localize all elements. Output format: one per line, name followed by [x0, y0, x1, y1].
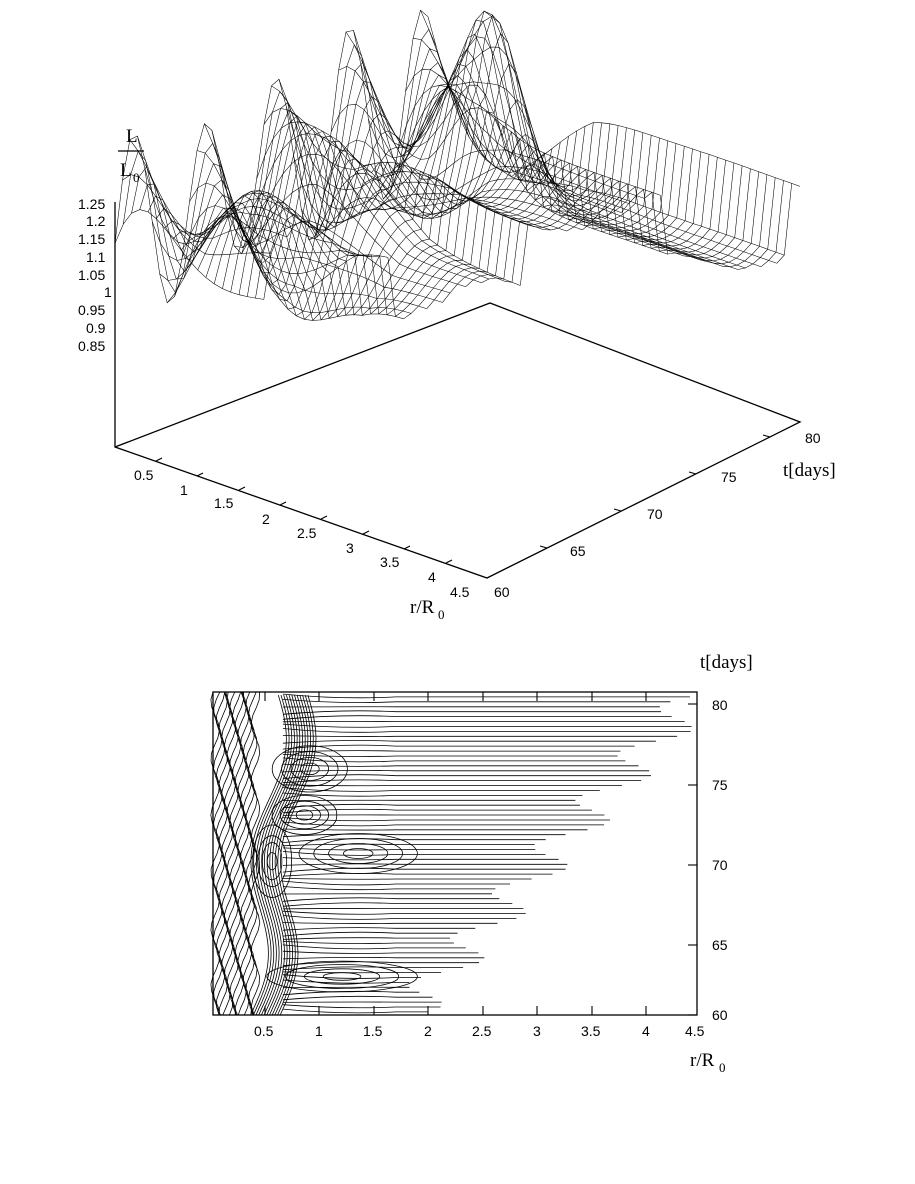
surface-x-tick-mark	[363, 531, 369, 534]
surface-y-tick: 70	[647, 506, 663, 522]
surface-z-tick: 1.1	[86, 249, 106, 265]
surface-x-tick: 1.5	[214, 495, 234, 511]
contour-x-tick: 2	[424, 1023, 432, 1039]
surface-z-tick: 1.25	[78, 196, 106, 212]
contour-line	[283, 754, 618, 756]
contour-line	[329, 844, 388, 864]
contour-line	[283, 864, 567, 866]
contour-line	[283, 957, 484, 959]
contour-line	[283, 941, 454, 943]
contour-y-tick: 60	[712, 1007, 728, 1023]
surface-x-tick-mark	[404, 546, 410, 549]
contour-line	[283, 951, 479, 953]
surface-y-tick-mark	[763, 435, 770, 437]
surface-z-tick: 0.85	[78, 338, 106, 354]
contour-line	[214, 692, 223, 1015]
surface-y-tick-labels	[494, 430, 821, 600]
contour-line	[283, 829, 588, 830]
contour-line	[283, 911, 526, 914]
contour-line	[283, 775, 651, 779]
surface-z-tick: 0.95	[78, 302, 106, 318]
contour-y-tick: 75	[712, 777, 728, 793]
contour-line	[283, 928, 475, 931]
contour-line	[283, 694, 690, 698]
surface-z-tick: 1.2	[86, 213, 106, 229]
surface-x-tick-mark	[197, 473, 203, 476]
surface-x-axis-title	[410, 597, 445, 622]
surface-z-ticks	[78, 196, 112, 354]
contour-line	[283, 848, 535, 850]
contour-x-tick-labels	[254, 1023, 705, 1039]
contour-line	[283, 903, 512, 907]
surface-x-tick: 2.5	[297, 525, 317, 541]
surface-x-tick: 2	[262, 511, 270, 527]
contour-line	[283, 1009, 428, 1013]
surface-mesh-line	[398, 85, 745, 268]
surface-x-tick-labels	[134, 467, 470, 600]
contour-x-tick: 4.5	[685, 1023, 705, 1039]
contour-line	[283, 736, 677, 737]
contour-line	[283, 716, 672, 720]
contour-x-tick: 1	[315, 1023, 323, 1039]
surface-y-tick: 75	[721, 469, 737, 485]
surface-mesh-line	[621, 160, 725, 252]
contour-line	[283, 881, 510, 885]
contour-line	[283, 729, 691, 733]
contour-y-tick-labels	[712, 697, 728, 1023]
contour-line	[323, 973, 361, 981]
surface-mesh-line	[286, 107, 551, 230]
contour-line	[283, 1005, 441, 1008]
contour-xlabel-main: r/R	[690, 1050, 715, 1071]
surface-y-tick: 65	[570, 543, 586, 559]
contour-line	[283, 972, 441, 973]
surface-z-axis-title	[118, 126, 144, 185]
contour-line	[283, 996, 433, 1000]
contour-line	[283, 938, 450, 940]
contour-line	[227, 692, 236, 1015]
surface-x-tick: 4.5	[450, 584, 470, 600]
contour-line	[291, 757, 329, 780]
contour-x-tick: 2.5	[472, 1023, 492, 1039]
surface-x-tick: 1	[180, 482, 188, 498]
contour-line	[283, 764, 639, 766]
contour-line	[283, 975, 421, 979]
contour-line	[283, 822, 604, 826]
surface-x-tick-mark	[156, 458, 162, 461]
surface-mesh-line	[247, 34, 560, 319]
contour-line	[283, 858, 559, 860]
surface-ylabel: t[days]	[783, 460, 836, 481]
contour-line	[283, 878, 532, 879]
surface-y-tick-mark	[540, 546, 547, 548]
surface-mesh	[115, 10, 800, 320]
surface-zlabel-top: L	[126, 126, 138, 147]
contour-plot	[211, 652, 753, 1075]
contour-line	[283, 932, 458, 936]
surface-x-tick-mark	[321, 516, 327, 519]
contour-line	[283, 945, 466, 949]
surface-mesh-line	[428, 17, 800, 187]
surface-x-tick: 3	[346, 540, 354, 556]
contour-line	[304, 969, 379, 984]
contour-line	[283, 873, 553, 876]
contour-line	[243, 692, 252, 1015]
surface-x-tick: 3.5	[380, 554, 400, 570]
surface-y-tick: 60	[494, 584, 510, 600]
contour-line	[235, 692, 244, 1015]
contour-line	[283, 923, 498, 924]
surface-mesh-line	[231, 11, 544, 320]
surface-z-tick: 1.15	[78, 231, 106, 247]
contour-line	[230, 692, 239, 1015]
contour-line	[283, 724, 692, 727]
surface-z-tick: 0.9	[86, 320, 106, 336]
surface-zlabel-bottom: L	[120, 160, 132, 181]
surface-x-tick-mark	[446, 560, 452, 563]
contour-line	[283, 809, 592, 813]
contour-line	[283, 818, 610, 821]
contour-line	[283, 780, 641, 783]
surface-mesh-line	[227, 211, 450, 293]
contour-x-tick: 3.5	[581, 1023, 601, 1039]
contour-x-axis-title	[690, 1050, 726, 1075]
contour-line	[283, 793, 583, 796]
surface-z-tick: 1.05	[78, 267, 106, 283]
contour-line	[283, 711, 661, 714]
contour-x-tick: 1.5	[363, 1023, 383, 1039]
contour-xlabel-sub: 0	[719, 1060, 726, 1075]
contour-line	[283, 851, 546, 855]
contour-line	[211, 692, 220, 1015]
surface-y-tick: 80	[805, 430, 821, 446]
contour-x-tick: 4	[642, 1023, 650, 1039]
surface-x-tick-mark	[239, 487, 245, 490]
contour-line	[240, 692, 249, 1015]
surface-mesh-line	[722, 175, 767, 267]
contour-line	[283, 916, 517, 920]
contour-line	[283, 839, 546, 843]
contour-line	[283, 834, 566, 837]
surface-x-tick-mark	[280, 502, 286, 505]
contour-line	[283, 699, 671, 702]
surface-xlabel-sub: 0	[438, 607, 445, 622]
contour-y-tick-marks	[688, 704, 697, 1015]
contour-x-tick: 0.5	[254, 1023, 274, 1039]
surface-mesh-line	[699, 172, 759, 264]
surface-x-tick: 4	[428, 569, 436, 585]
surface-y-axis-ticks	[540, 435, 770, 548]
surface-xlabel-main: r/R	[410, 597, 435, 618]
contour-y-tick: 65	[712, 937, 728, 953]
surface-y-tick-mark	[689, 472, 696, 474]
contour-line	[283, 785, 622, 786]
surface-x-axis-ticks	[156, 458, 452, 563]
contour-line	[283, 887, 496, 890]
surface-x-tick: 0.5	[134, 467, 154, 483]
contour-line	[299, 834, 417, 874]
surface-z-tick: 1	[104, 284, 112, 300]
contour-y-tick: 70	[712, 857, 728, 873]
surface-mesh-line	[443, 135, 652, 302]
contour-x-tick-marks	[265, 692, 646, 1015]
contour-line	[283, 804, 580, 807]
contour-y-tick: 80	[712, 697, 728, 713]
surface-mesh-line	[567, 152, 701, 243]
contour-line	[283, 741, 656, 744]
surface-mesh-line	[115, 210, 264, 300]
surface-mesh-line	[376, 16, 707, 261]
surface-mesh-line	[173, 87, 486, 273]
contour-ylabel: t[days]	[700, 652, 753, 673]
surface-zlabel-sub: 0	[133, 170, 140, 185]
contour-line	[283, 967, 463, 970]
surface-mesh-line	[326, 123, 602, 314]
surface-y-tick-mark	[614, 509, 621, 511]
surface-mesh-line	[115, 10, 428, 303]
contour-x-tick: 3	[533, 1023, 541, 1039]
contour-line	[283, 745, 635, 749]
surface-plot	[78, 10, 836, 622]
contour-line	[283, 898, 499, 901]
contour-lines	[211, 692, 692, 1015]
